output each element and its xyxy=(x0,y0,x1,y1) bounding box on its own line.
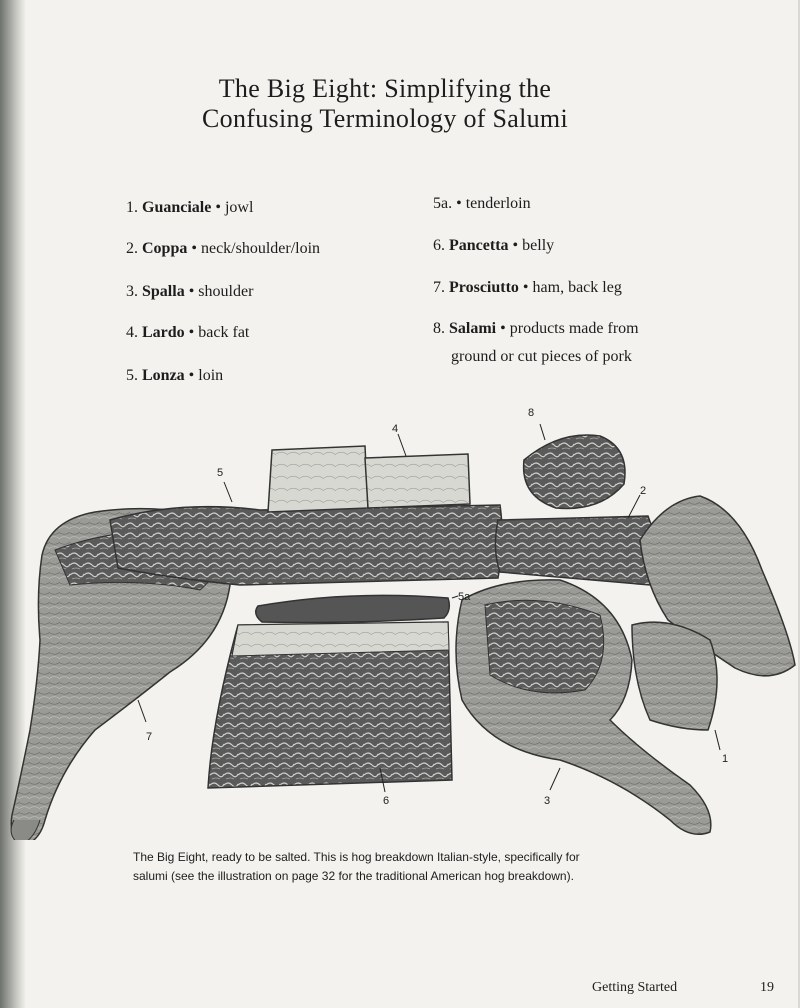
label-4: 4 xyxy=(392,423,399,435)
page-title xyxy=(150,74,620,134)
cut-guanciale-head-shape xyxy=(632,496,795,730)
running-footer-section: Getting Started xyxy=(592,980,678,995)
page-number: 19 xyxy=(760,980,774,995)
list-item-spalla: 3. Spalla • shoulder xyxy=(126,283,254,300)
list-item-guanciale: 1. Guanciale • jowl xyxy=(126,199,254,216)
label-3: 3 xyxy=(544,795,551,807)
list-item-salami-continuation: ground or cut pieces of pork xyxy=(451,348,632,365)
label-7: 7 xyxy=(146,731,153,743)
list-item-salami: 8. Salami • products made from xyxy=(433,320,639,337)
label-2: 2 xyxy=(640,485,647,497)
list-item-prosciutto: 7. Prosciutto • ham, back leg xyxy=(433,279,622,296)
page-title-line-1: The Big Eight: Simplifying the xyxy=(218,74,552,103)
cut-lardo-shape xyxy=(268,446,470,512)
page-title-line-2: Confusing Terminology of Salumi xyxy=(202,104,568,133)
list-item-tenderloin: 5a. • tenderloin xyxy=(433,195,531,212)
list-item-coppa: 2. Coppa • neck/shoulder/loin xyxy=(126,240,321,257)
cut-coppa-shape xyxy=(495,516,655,585)
figure-caption: The Big Eight, ready to be salted. This is hog breakdown Italian-style, specifically for salumi (see the illustration on page 32 for the traditional American hog breakdown). xyxy=(133,850,580,883)
label-5a: 5a xyxy=(458,591,471,603)
cut-salami-shape xyxy=(524,435,625,509)
label-1: 1 xyxy=(722,753,729,765)
list-item-lonza: 5. Lonza • loin xyxy=(126,367,224,384)
cut-pancetta-shape xyxy=(208,622,452,788)
label-5: 5 xyxy=(217,467,224,479)
cut-tenderloin-shape xyxy=(256,595,450,622)
list-item-lardo: 4. Lardo • back fat xyxy=(126,324,250,341)
cut-lonza-shape xyxy=(110,505,502,585)
hog-breakdown-illustration xyxy=(0,400,800,840)
label-6: 6 xyxy=(383,795,390,807)
label-8: 8 xyxy=(528,407,535,419)
list-item-pancetta: 6. Pancetta • belly xyxy=(433,237,555,254)
